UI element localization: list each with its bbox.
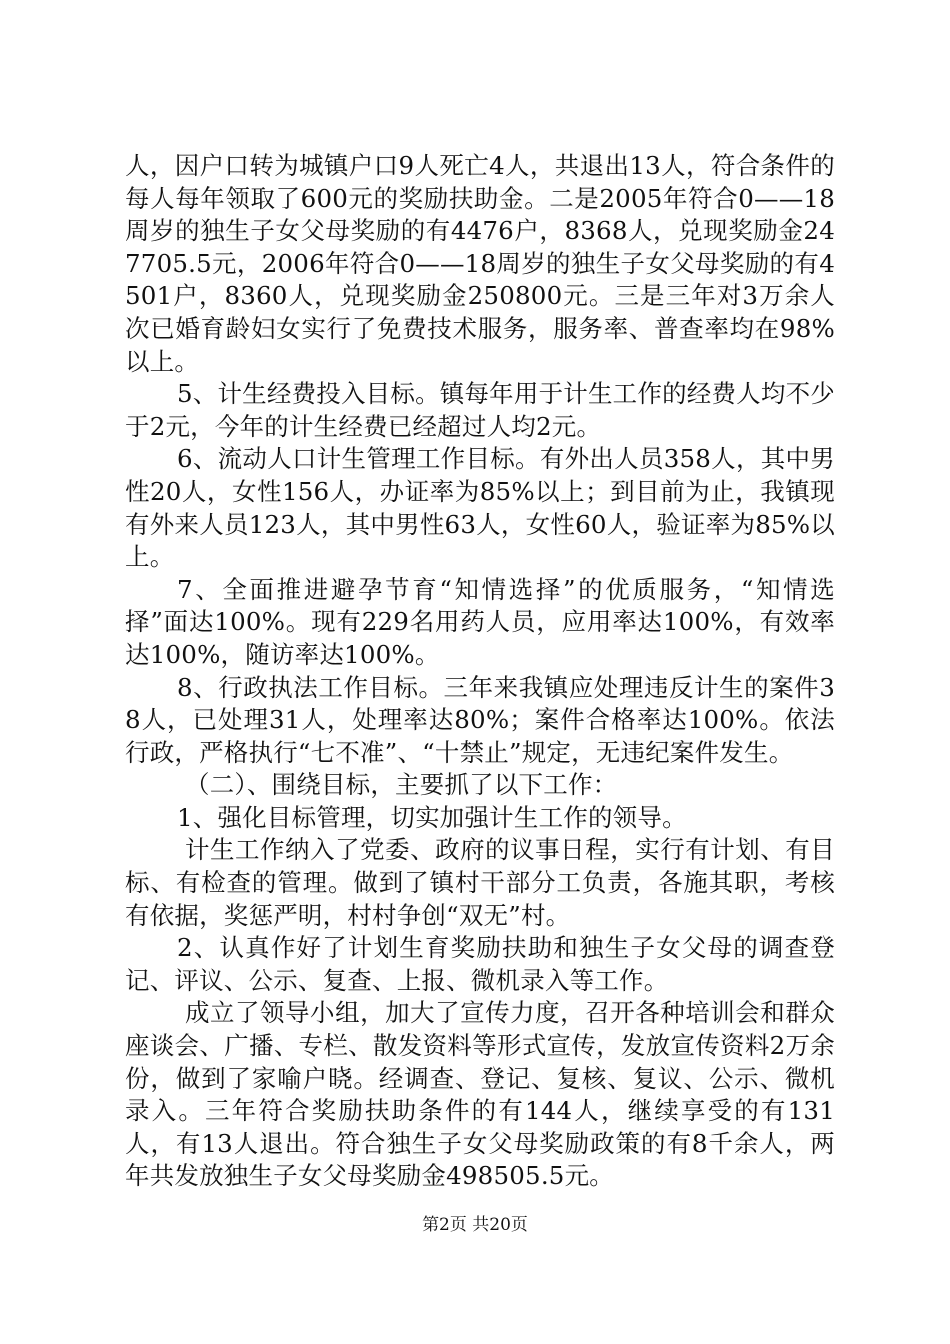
- document-body: [125, 150, 835, 1193]
- paragraph-item-8: 8、行政执法工作目标。三年来我镇应处理违反计生的案件38人，已处理31人，处理率达80%；案件合格率达100%。依法行政，严格执行“七不准”、“十禁止”规定，无违纪案件发生。: [125, 672, 835, 767]
- subheading-1: 1、强化目标管理，切实加强计生工作的领导。: [177, 802, 687, 832]
- paragraph-item-7: 7、全面推进避孕节育“知情选择”的优质服务，“知情选择”面达100%。现有229名用药人员，应用率达100%，有效率达100%，随访率达100%。: [125, 574, 835, 669]
- paragraph-continuation: 人，因户口转为城镇户口9人死亡4人，共退出13人，符合条件的每人每年领取了600元的奖励扶助金。二是2005年符合0——18周岁的独生子女父母奖励的有4476户，8368人，兑现奖励金247705.5元，2006年符合0——18周岁的独生子女父母奖励的有4501户，8360人，兑现奖励金250800元。三是三年对3万余人次已婚育龄妇女实行了免费技术服务，服务率、普查率均在98%以上。: [125, 151, 835, 376]
- paragraph-item-6: 6、流动人口计生管理工作目标。有外出人员358人，其中男性20人，女性156人，办证率为85%以上；到目前为止，我镇现有外来人员123人，其中男性63人，女性60人，验证率为85%以上。: [125, 444, 835, 572]
- paragraph-body-1: 计生工作纳入了党委、政府的议事日程，实行有计划、有目标、有检查的管理。做到了镇村干部分工负责，各施其职，考核有依据，奖惩严明，村村争创“双无”村。: [125, 835, 835, 930]
- paragraph-item-5: 5、计生经费投入目标。镇每年用于计生工作的经费人均不少于2元，今年的计生经费已经超过人均2元。: [125, 379, 835, 441]
- page-number: 第2页 共20页: [422, 1215, 528, 1235]
- subheading-2: 2、认真作好了计划生育奖励扶助和独生子女父母的调查登记、评议、公示、复查、上报、微机录入等工作。: [125, 933, 835, 995]
- section-heading: （二）、围绕目标，主要抓了以下工作：: [185, 770, 618, 800]
- paragraph-body-2: 成立了领导小组，加大了宣传力度，召开各种培训会和群众座谈会、广播、专栏、散发资料等形式宣传，发放宣传资料2万余份，做到了家喻户晓。经调查、登记、复核、复议、公示、微机录入。三年符合奖励扶助条件的有144人，继续享受的有131人，有13人退出。符合独生子女父母奖励政策的有8千余人，两年共发放独生子女父母奖励金498505.5元。: [125, 998, 835, 1191]
